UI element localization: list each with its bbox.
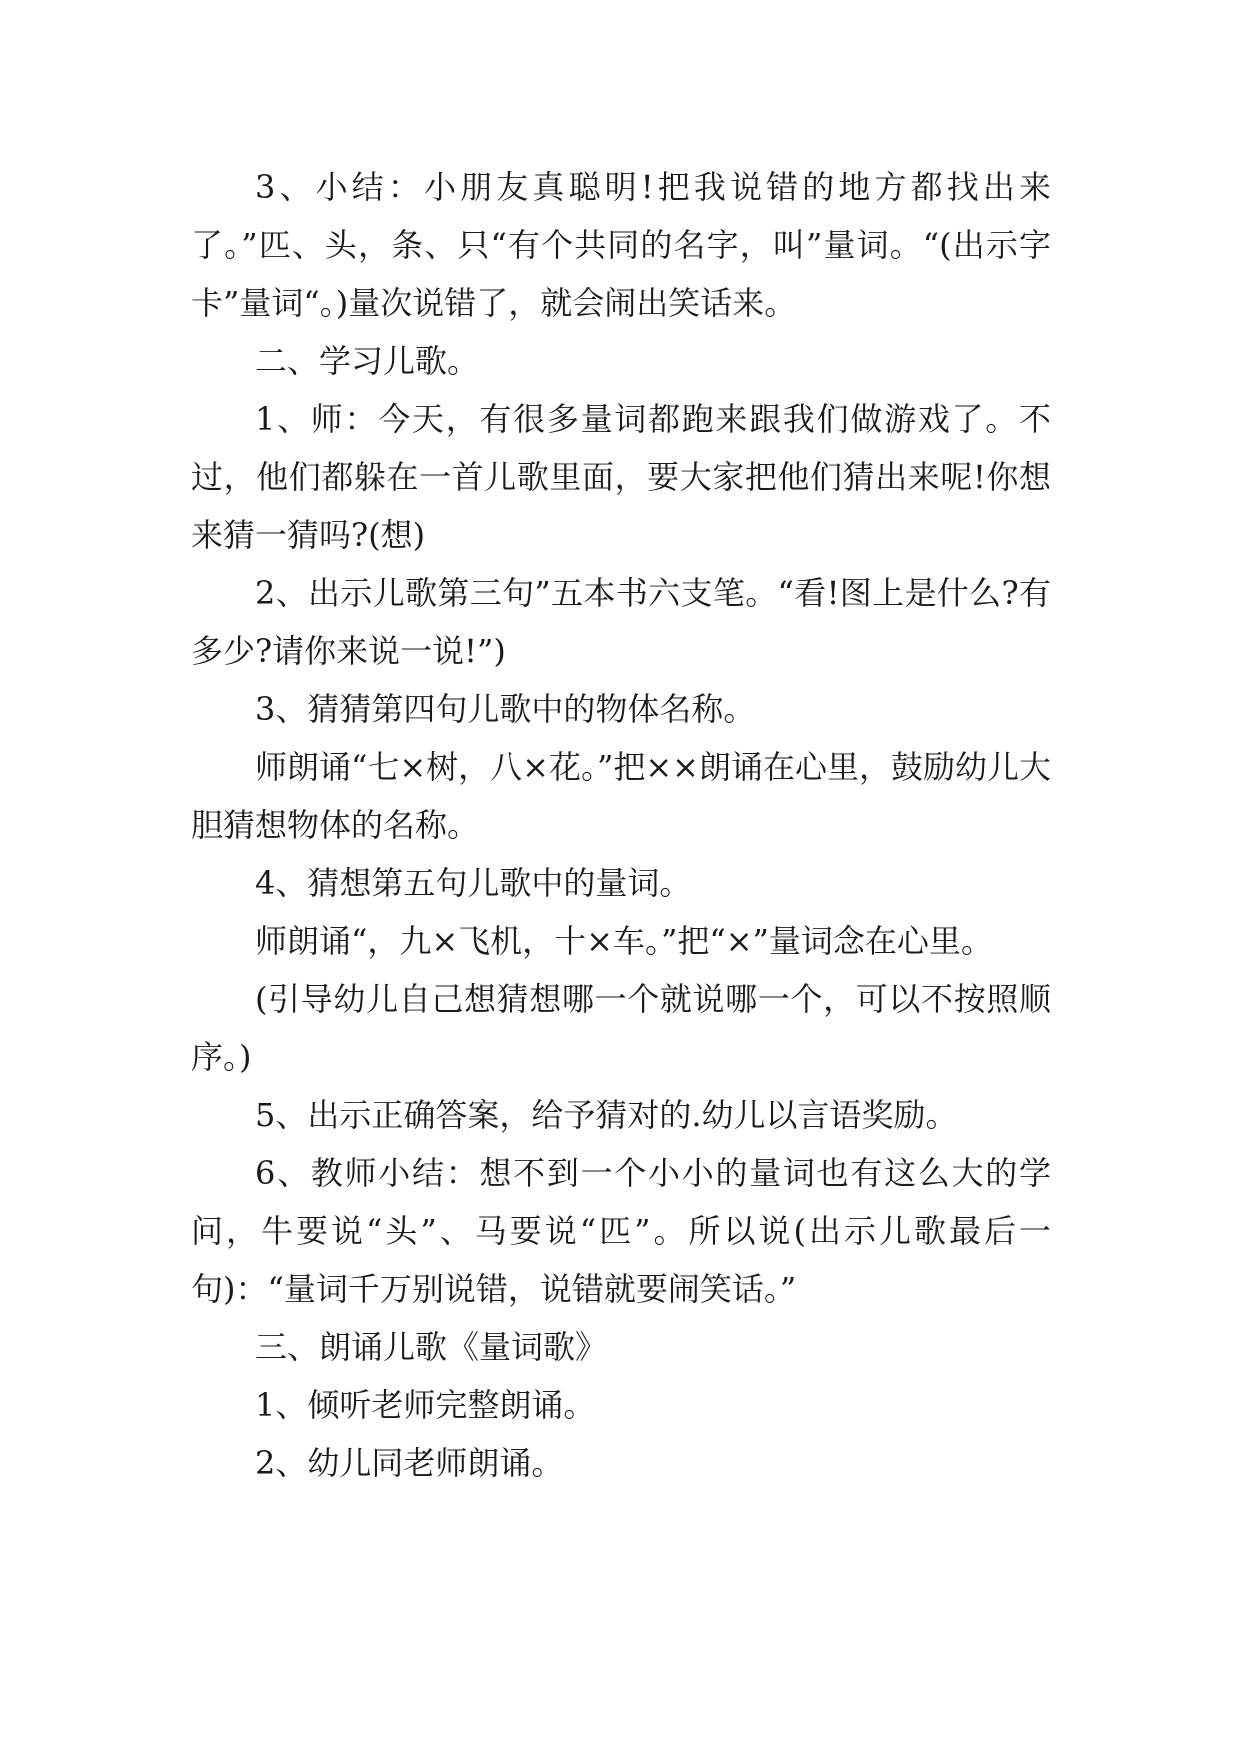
paragraph-recite-1: 1、倾听老师完整朗诵。 bbox=[255, 1386, 596, 1424]
paragraph-note: (引导幼儿自己想猜想哪一个就说哪一个，可以不按照顺序。) bbox=[191, 980, 1051, 1076]
paragraph-step-4: 4、猜想第五句儿歌中的量词。 bbox=[255, 864, 692, 902]
paragraph-step-1: 1、师：今天，有很多量词都跑来跟我们做游戏了。不过，他们都躲在一首儿歌里面，要大家把他们猜出来呢!你想来猜一猜吗?(想) bbox=[191, 400, 1051, 554]
section-heading-recite-song: 三、朗诵儿歌《量词歌》 bbox=[255, 1328, 608, 1366]
paragraph-step-3-detail: 师朗诵“七×树，八×花。”把××朗诵在心里，鼓励幼儿大胆猜想物体的名称。 bbox=[191, 748, 1051, 844]
paragraph-step-2: 2、出示儿歌第三句”五本书六支笔。“看!图上是什么?有多少?请你来说一说!”) bbox=[191, 574, 1051, 670]
paragraph-summary: 3、小结：小朋友真聪明!把我说错的地方都找出来了。”匹、头，条、只“有个共同的名字，叫”量词。“(出示字卡”量词“。)量次说错了，就会闹出笑话来。 bbox=[191, 168, 1051, 322]
paragraph-step-3: 3、猜猜第四句儿歌中的物体名称。 bbox=[255, 690, 756, 728]
paragraph-recite-2: 2、幼儿同老师朗诵。 bbox=[255, 1444, 564, 1482]
paragraph-step-6: 6、教师小结：想不到一个小小的量词也有这么大的学问，牛要说“头”、马要说“匹”。所以说(出示儿歌最后一句)：“量词千万别说错，说错就要闹笑话。” bbox=[191, 1154, 1051, 1308]
section-heading-learn-song: 二、学习儿歌。 bbox=[255, 342, 480, 380]
paragraph-step-4-detail: 师朗诵“，九×飞机，十×车。”把“×”量词念在心里。 bbox=[255, 922, 993, 960]
document-body bbox=[191, 158, 1051, 1492]
paragraph-step-5: 5、出示正确答案，给予猜对的.幼儿以言语奖励。 bbox=[255, 1096, 958, 1134]
